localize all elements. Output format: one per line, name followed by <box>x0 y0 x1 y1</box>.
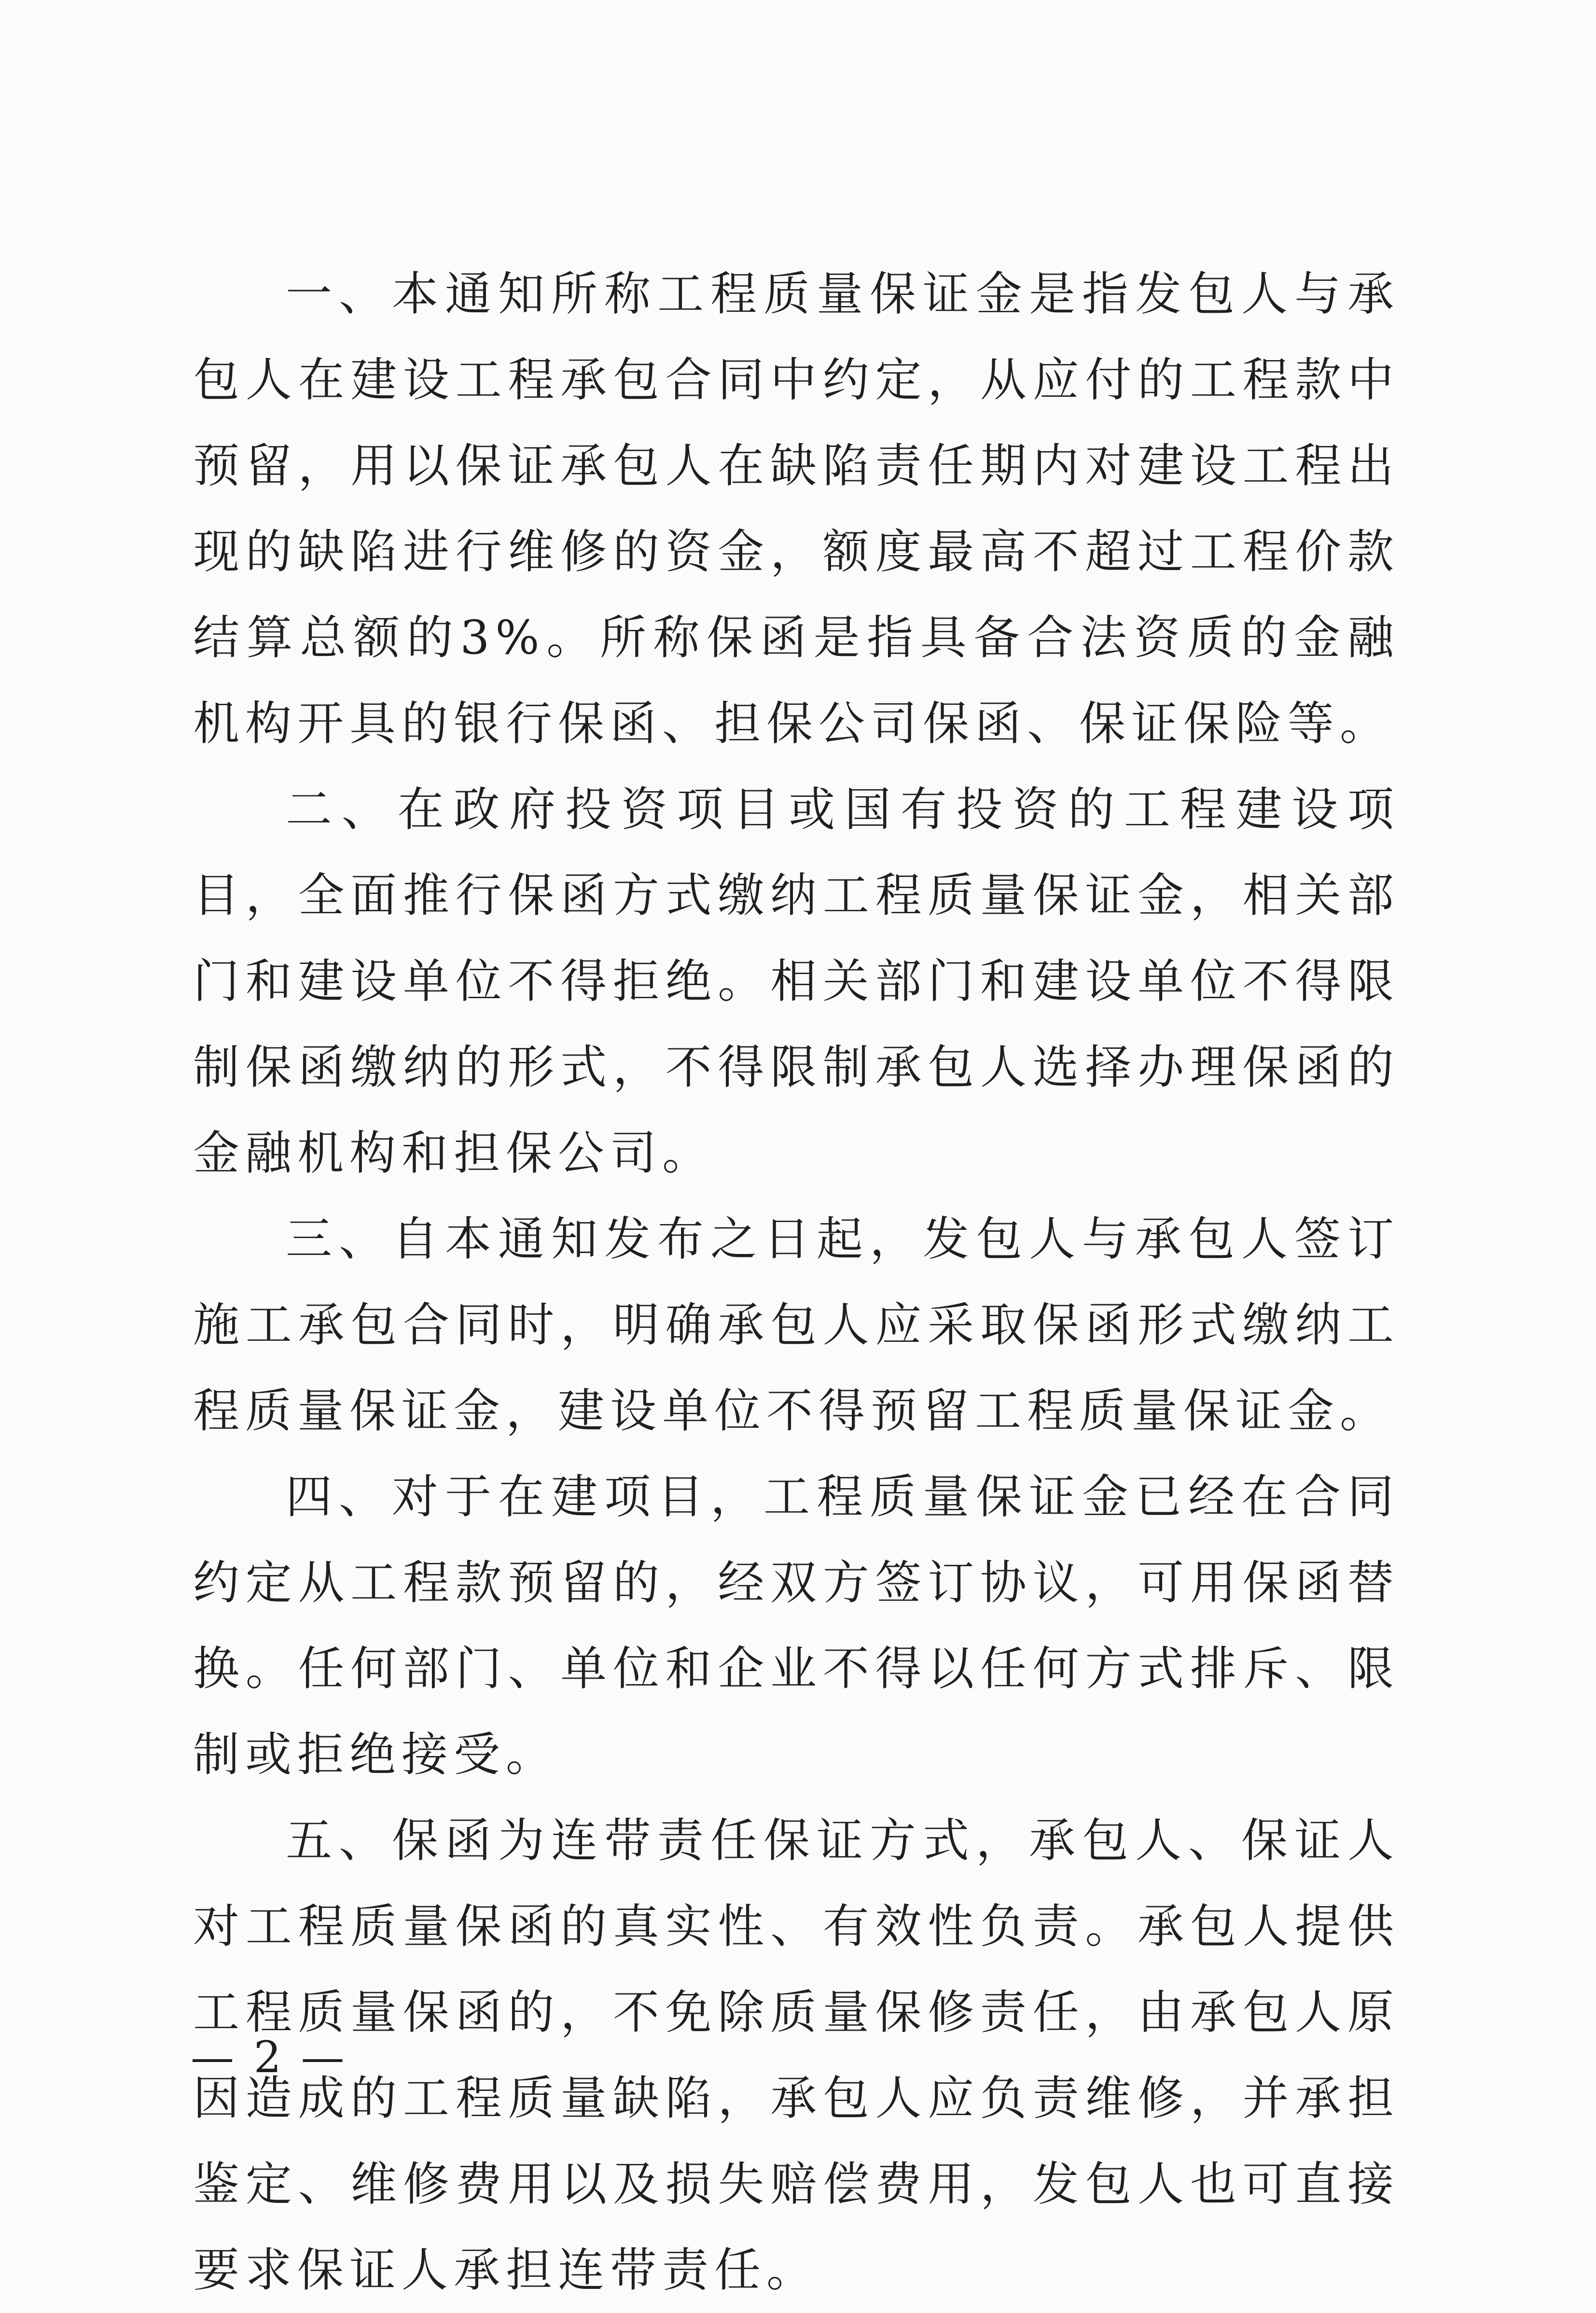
paragraph-2: 二、在政府投资项目或国有投资的工程建设项目，全面推行保函方式缴纳工程质量保证金，相关部门和建设单位不得拒绝。相关部门和建设单位不得限制保函缴纳的形式，不得限制承包人选择办理保函的金融机构和担保公司。 <box>193 782 1400 1180</box>
page-number: — 2 — <box>191 2032 347 2083</box>
paragraph-1: 一、本通知所称工程质量保证金是指发包人与承包人在建设工程承包合同中约定，从应付的工程款中预留，用以保证承包人在缺陷责任期内对建设工程出现的缺陷进行维修的资金，额度最高不超过工程价款结算总额的3%。所称保函是指具备合法资质的金融机构开具的银行保函、担保公司保函、保证保险等。 <box>193 267 1400 751</box>
document-body <box>193 251 1400 2313</box>
paragraph-5: 五、保函为连带责任保证方式，承包人、保证人对工程质量保函的真实性、有效性负责。承包人提供工程质量保函的，不免除质量保修责任，由承包人原因造成的工程质量缺陷，承包人应负责维修，并承担鉴定、维修费用以及损失赔偿费用，发包人也可直接要求保证人承担连带责任。 <box>193 1813 1400 2297</box>
paragraph-4: 四、对于在建项目，工程质量保证金已经在合同约定从工程款预留的，经双方签订协议，可用保函替换。任何部门、单位和企业不得以任何方式排斥、限制或拒绝接受。 <box>193 1470 1400 1782</box>
paragraph-3: 三、自本通知发布之日起，发包人与承包人签订施工承包合同时，明确承包人应采取保函形式缴纳工程质量保证金，建设单位不得预留工程质量保证金。 <box>193 1212 1400 1438</box>
